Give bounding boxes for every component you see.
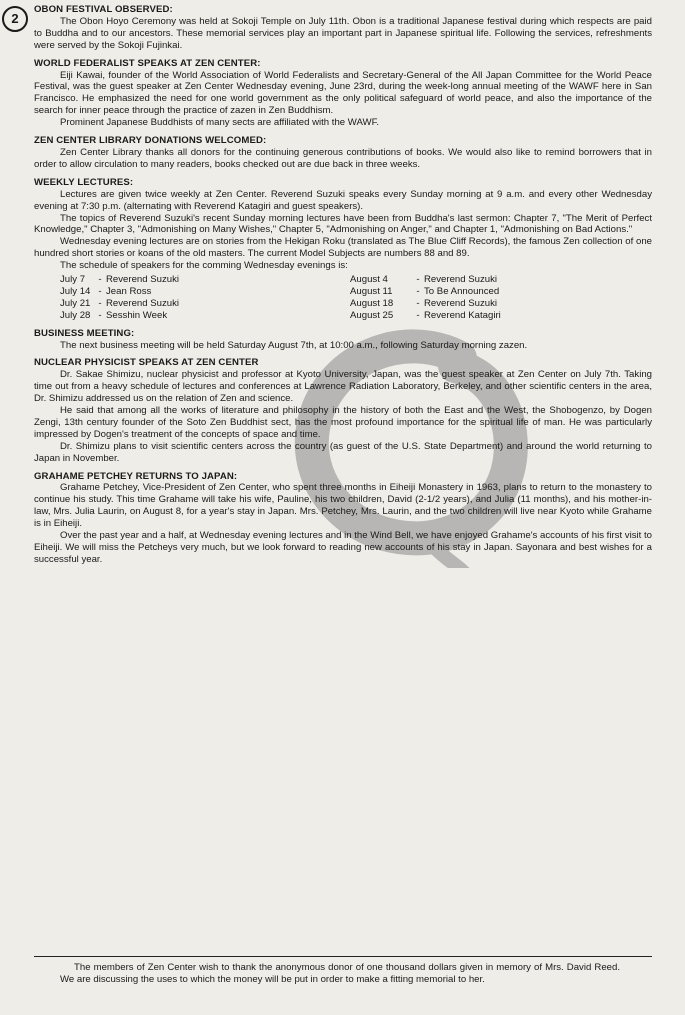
article-weekly-lectures [34, 177, 652, 322]
article-heading: BUSINESS MEETING: [34, 327, 135, 339]
schedule-dash: - [98, 309, 102, 321]
schedule-date: July 7 [60, 274, 86, 286]
schedule-dash: - [98, 274, 102, 286]
article-library [34, 135, 652, 171]
schedule-date: July 28 [60, 309, 91, 321]
article-paragraph: Lectures are given twice weekly at Zen Center. Reverend Suzuki speaks every Sunday morning at 9 a.m. and every other Wednesday evening at 7:30 p.m. (alternating with Reverend Katagiri and guest speakers). [34, 188, 652, 212]
schedule-speaker: Reverend Suzuki [424, 297, 498, 309]
article-paragraph: Over the past year and a half, at Wednesday evening lectures and in the Wind Bell, we have enjoyed Grahame's accounts of his first visit to Eiheiji. We will miss the Petcheys very much, but we look forward to reading new accounts of his stay in Japan. Sayonara and best wishes for a successful year. [34, 530, 652, 565]
schedule-speaker: Reverend Suzuki [424, 274, 498, 286]
article-heading: OBON FESTIVAL OBSERVED: [34, 4, 173, 15]
article-business-meeting [34, 328, 652, 352]
article-obon [34, 4, 652, 52]
schedule-dash: - [416, 274, 420, 286]
schedule-row [60, 310, 600, 322]
schedule-row [60, 274, 600, 286]
article-paragraph: Eiji Kawai, founder of the World Association of World Federalists and Secretary-General of the All Japan Committee for the World Peace Festival, was the guest speaker at Zen Center Wednesday evening, June 23rd, during the week-long annual meeting of the WAWF here in San Francisco. He emphasized the need for one world government as the only political safeguard of world peace, and also the importance of the search for inner peace through the practice of zazen in Zen Buddhism. [34, 69, 652, 117]
schedule-speaker: Reverend Suzuki [106, 297, 180, 309]
schedule-speaker: Jean Ross [106, 285, 152, 297]
schedule-speaker: Sesshin Week [106, 309, 168, 321]
article-heading: WORLD FEDERALIST SPEAKS AT ZEN CENTER: [34, 57, 261, 69]
article-heading: ZEN CENTER LIBRARY DONATIONS WELCOMED: [34, 135, 267, 147]
article-paragraph: Grahame Petchey, Vice-President of Zen Center, who spent three months in Eiheiji Monastery in 1963, plans to return to the monastery to continue his study. This time Grahame will take his wife, Pauline, his two children, David (2-1/2 years), and Julia (11 months), and his mother-in-law, Mrs. Julia Laurin, on August 8, for a year's stay in Japan. Mrs. Petchey, Mrs. Laurin, and the two children will live near Kyoto while Grahame is in Eiheiji. [34, 482, 652, 530]
article-paragraph: The next business meeting will be held Saturday August 7th, at 10:00 a.m., following Saturday morning zazen. [60, 339, 528, 351]
schedule-speaker: To Be Announced [424, 285, 500, 297]
notice-paragraph: The members of Zen Center wish to thank the anonymous donor of one thousand dollars given in memory of Mrs. David Reed. We are discussing the uses to which the money will be put in order to make a fitting memorial to her. [60, 962, 620, 985]
article-world-federalist [34, 58, 652, 129]
article-column [34, 4, 652, 572]
article-paragraph: The schedule of speakers for the comming Wednesday evenings is: [60, 260, 348, 272]
schedule-row [60, 286, 600, 298]
schedule-speaker: Reverend Katagiri [424, 309, 501, 321]
article-paragraph: The topics of Reverend Suzuki's recent Sunday morning lectures have been from Buddha's last sermon: Chapter 7, "The Merit of Perfect Knowledge," Chapter 3, "Admonishing on Many Wishes," Chapter 5, "Admonishing on Anger," and Chapter 1, "Admonishing on Bad Actions." [34, 212, 652, 236]
schedule-dash: - [416, 297, 420, 309]
schedule-date: July 21 [60, 297, 91, 309]
article-paragraph: Dr. Sakae Shimizu, nuclear physicist and professor at Kyoto University, Japan, was the guest speaker at Zen Center on July 7th. Taking time out from a heavy schedule of lectures and conferences at Lawrence Radiation Laboratory, Berkeley, and other scientific centers in the area, Dr. Shimizu addressed us on the relation of Zen and science. [34, 369, 652, 405]
schedule-dash: - [416, 309, 420, 321]
schedule-speaker: Reverend Suzuki [106, 274, 180, 286]
article-paragraph: Zen Center Library thanks all donors for the continuing generous contributions of books. We would also like to remind borrowers that in order to allow circulation to many readers, books checked out are due back in three weeks. [34, 146, 652, 170]
article-grahame-petchey [34, 471, 652, 566]
schedule-row [60, 298, 600, 310]
page-number-badge: 2 [2, 6, 28, 32]
article-paragraph: Prominent Japanese Buddhists of many sects are affiliated with the WAWF. [60, 117, 380, 129]
article-nuclear-physicist [34, 357, 652, 464]
article-heading: NUCLEAR PHYSICIST SPEAKS AT ZEN CENTER [34, 357, 259, 369]
section-divider [34, 956, 652, 957]
schedule-dash: - [98, 297, 102, 309]
schedule-date: August 11 [350, 285, 393, 297]
lecture-schedule [60, 274, 600, 322]
schedule-date: August 25 [350, 309, 394, 321]
article-heading: GRAHAME PETCHEY RETURNS TO JAPAN: [34, 470, 238, 482]
article-heading: WEEKLY LECTURES: [34, 176, 134, 188]
schedule-date: August 4 [350, 274, 388, 286]
memorial-notice [60, 962, 620, 986]
article-paragraph: He said that among all the works of literature and philosophy in the history of both the East and the West, the Shobogenzo, by Dogen Zengi, 13th century founder of the Soto Zen Buddhist sect, has the most profound importance for the spiritual life of man. He was particularly impressed by Dogen's treatment of the concepts of space and time. [34, 405, 652, 440]
schedule-date: July 14 [60, 285, 91, 297]
article-paragraph: The Obon Hoyo Ceremony was held at Sokoji Temple on July 11th. Obon is a traditional Japanese festival during which respects are paid to Buddha and to our ancestors. These memorial services play an important part in Japanese spiritual life. Following the services, refreshments were served by the Sokoji Fujinkai. [34, 15, 652, 51]
schedule-date: August 18 [350, 297, 394, 309]
schedule-dash: - [98, 285, 102, 297]
article-paragraph: Wednesday evening lectures are on stories from the Hekigan Roku (translated as The Blue Cliff Records), the famous Zen collection of one hundred short stories or koans of the old masters. The current Model Subjects are numbers 88 and 89. [34, 236, 652, 260]
article-paragraph: Dr. Shimizu plans to visit scientific centers across the country (as guest of the U.S. State Department) and around the world returning to Japan in November. [34, 440, 652, 464]
schedule-dash: - [416, 285, 420, 297]
